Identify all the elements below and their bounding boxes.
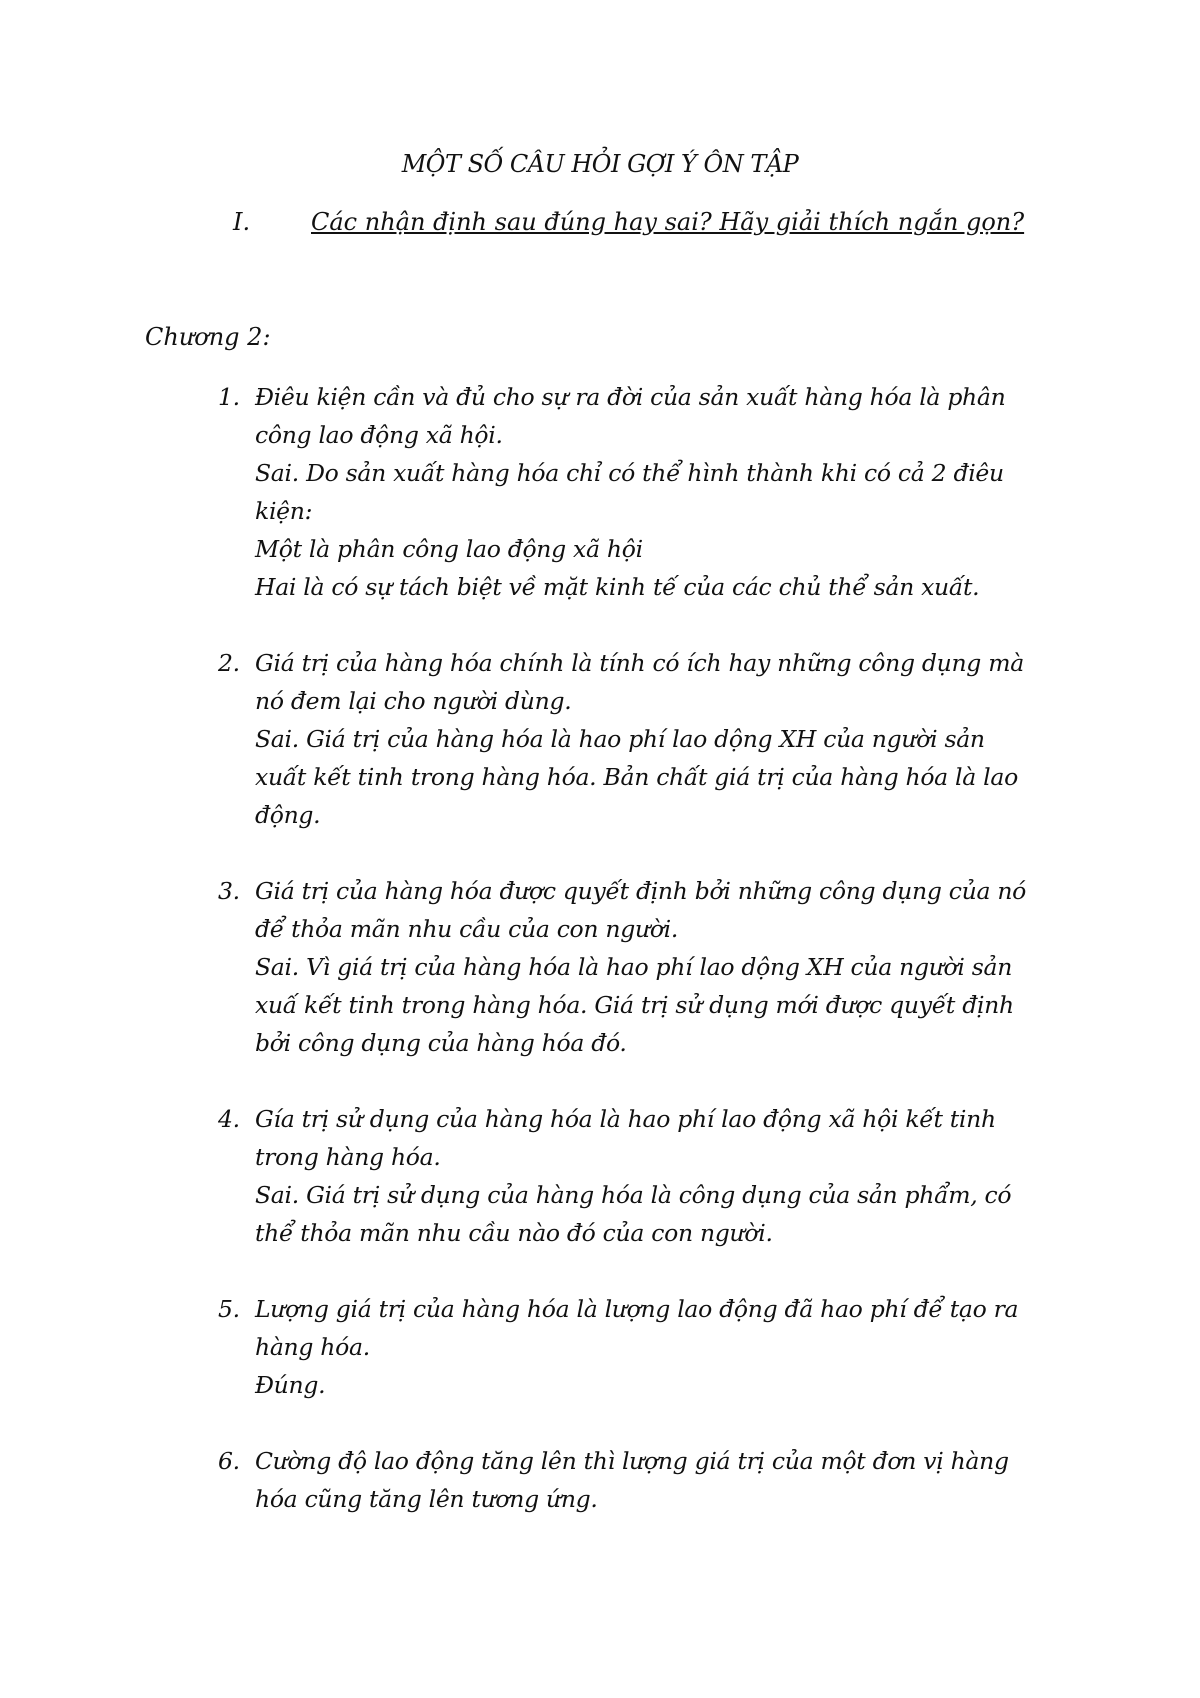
- question-text-line: công lao động xã hội.: [255, 421, 503, 449]
- page-title: MỘT SỐ CÂU HỎI GỢI Ý ÔN TẬP: [401, 150, 799, 178]
- question-text-line: hóa cũng tăng lên tương ứng.: [255, 1485, 598, 1513]
- question-text-line: Gía trị sử dụng của hàng hóa là hao phí lao động xã hội kết tinh: [255, 1105, 996, 1133]
- answer-text-line: Sai. Vì giá trị của hàng hóa là hao phí lao dộng XH của người sản: [255, 953, 1013, 981]
- answer-text-line: Sai. Giá trị sử dụng của hàng hóa là công dụng của sản phẩm, có: [255, 1181, 1012, 1209]
- question-list: [218, 378, 1078, 1556]
- question-text-line: hàng hóa.: [255, 1333, 370, 1361]
- answer-text-line: xuất kết tinh trong hàng hóa. Bản chất giá trị của hàng hóa là lao: [255, 763, 1018, 791]
- answer-text-line: kiện:: [255, 497, 313, 525]
- question-text-line: nó đem lại cho người dùng.: [255, 687, 572, 715]
- question-text-line: để thỏa mãn nhu cầu của con người.: [255, 915, 679, 943]
- section-number: I.: [233, 208, 251, 236]
- answer-text-line: Sai. Giá trị của hàng hóa là hao phí lao dộng XH của người sản: [255, 725, 985, 753]
- answer-text-line: động.: [255, 801, 321, 829]
- question-item: [218, 872, 1078, 1062]
- question-number: 4.: [218, 1105, 240, 1133]
- question-number: 2.: [218, 649, 240, 677]
- question-number: 5.: [218, 1295, 240, 1323]
- question-item: [218, 1290, 1078, 1404]
- question-text-line: Giá trị của hàng hóa được quyết định bởi những công dụng của nó: [255, 877, 1027, 905]
- question-text-line: Điêu kiện cần và đủ cho sự ra đời của sản xuất hàng hóa là phân: [255, 383, 1006, 411]
- question-text-line: trong hàng hóa.: [255, 1143, 441, 1171]
- question-number: 3.: [218, 877, 240, 905]
- question-number: 1.: [218, 383, 240, 411]
- answer-text-line: thể thỏa mãn nhu cầu nào đó của con người.: [255, 1219, 773, 1247]
- question-item: [218, 644, 1078, 834]
- answer-text-line: Hai là có sự tách biệt về mặt kinh tế của các chủ thể sản xuất.: [255, 573, 980, 601]
- question-number: 6.: [218, 1447, 240, 1475]
- section-text: Các nhận định sau đúng hay sai? Hãy giải thích ngắn gọn?: [311, 208, 1025, 236]
- question-item: [218, 378, 1078, 606]
- question-text-line: Giá trị của hàng hóa chính là tính có ích hay những công dụng mà: [255, 649, 1024, 677]
- answer-text-line: xuấ kết tinh trong hàng hóa. Giá trị sử dụng mới được quyết định: [255, 991, 1014, 1019]
- question-text-line: Lượng giá trị của hàng hóa là lượng lao động đã hao phí để tạo ra: [255, 1295, 1019, 1323]
- answer-text-line: bởi công dụng của hàng hóa đó.: [255, 1029, 627, 1057]
- answer-text-line: Một là phân công lao động xã hội: [255, 535, 643, 563]
- answer-text-line: Sai. Do sản xuất hàng hóa chỉ có thể hình thành khi có cả 2 điêu: [255, 459, 1004, 487]
- question-item: [218, 1442, 1078, 1518]
- chapter-heading: Chương 2:: [145, 323, 271, 351]
- question-item: [218, 1100, 1078, 1252]
- question-text-line: Cường độ lao động tăng lên thì lượng giá trị của một đơn vị hàng: [255, 1447, 1009, 1475]
- answer-text-line: Đúng.: [255, 1371, 326, 1399]
